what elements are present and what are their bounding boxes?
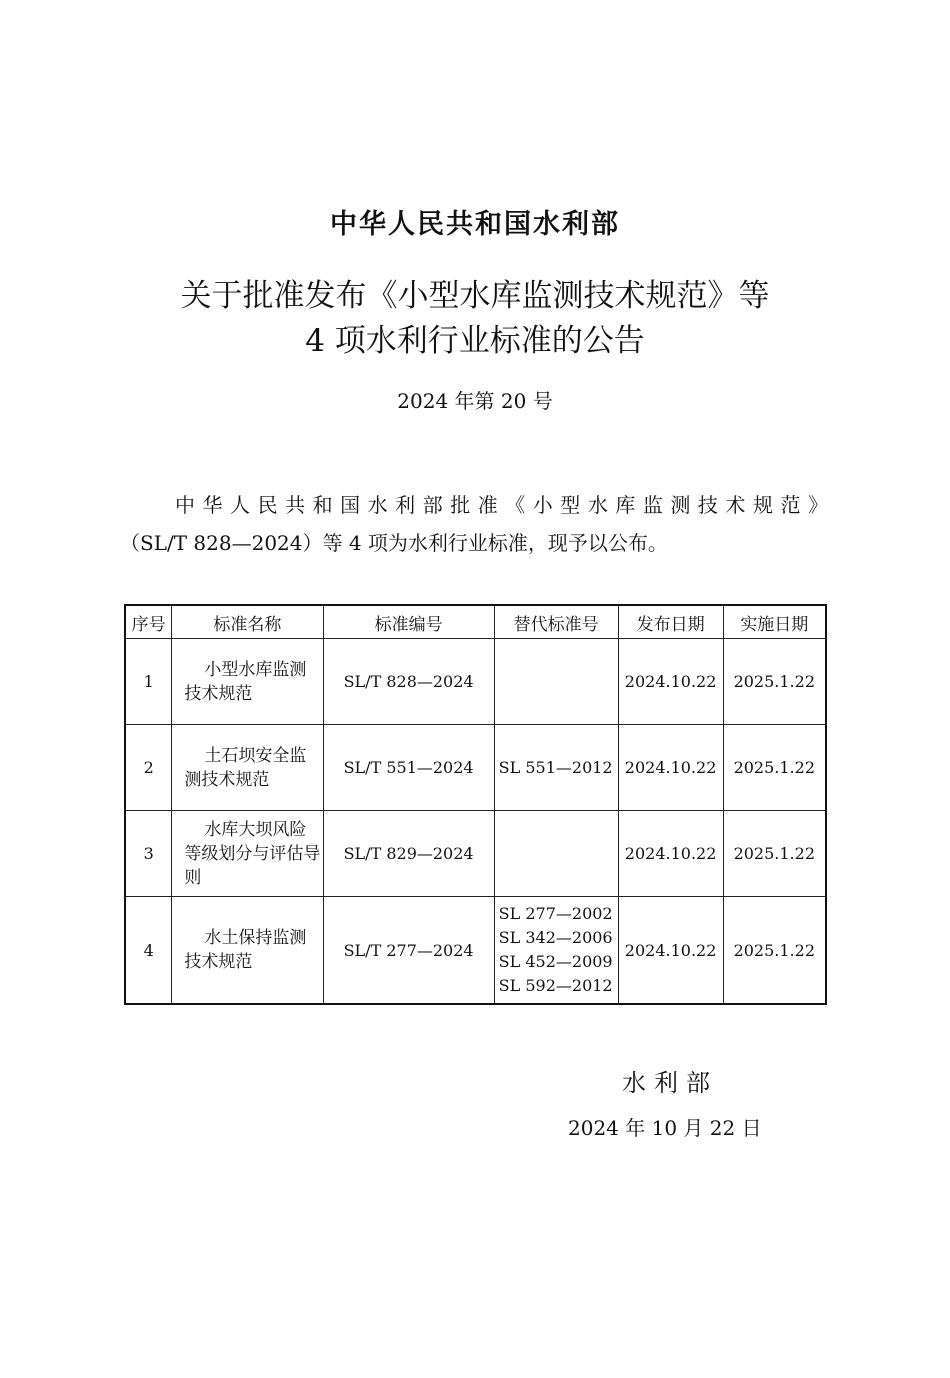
replaced-standard: SL 452—2009 <box>498 952 613 971</box>
standard-name <box>172 811 323 897</box>
row-number: 2 <box>125 725 172 811</box>
table-header-row <box>125 605 826 639</box>
standard-name <box>172 725 323 811</box>
title-line-1: 关于批准发布《小型水库监测技术规范》等 <box>180 278 770 314</box>
replaced-standards <box>494 811 618 897</box>
row-number: 4 <box>125 897 172 1005</box>
replaced-standards <box>494 897 618 1005</box>
row-number: 1 <box>125 639 172 725</box>
replaced-standard: SL 551—2012 <box>498 757 613 777</box>
replaced-standard: SL 277—2002 <box>498 904 613 923</box>
replaced-standards <box>494 725 618 811</box>
column-header: 发布日期 <box>618 605 723 639</box>
row-number: 3 <box>125 811 172 897</box>
standard-name-text: 土石坝安全监测技术规范 <box>184 745 307 790</box>
table-row <box>125 897 826 1005</box>
body-line-1: 中华人民共和国水利部批准《小型水库监测技术规范》 <box>175 493 828 517</box>
effective-date: 2025.1.22 <box>723 725 826 811</box>
replaced-standard: SL 592—2012 <box>498 976 613 995</box>
signature-date: 2024 年 10 月 22 日 <box>568 1116 762 1140</box>
body-line-2: （SL/T 828—2024）等 4 项为水利行业标准，现予以公布。 <box>120 531 668 555</box>
table-row <box>125 725 826 811</box>
standard-code: SL/T 828—2024 <box>323 639 494 725</box>
effective-date: 2025.1.22 <box>723 897 826 1005</box>
column-header: 序号 <box>125 605 172 639</box>
effective-date: 2025.1.22 <box>723 639 826 725</box>
column-header: 实施日期 <box>723 605 826 639</box>
column-header: 替代标准号 <box>494 605 618 639</box>
announcement-number: 2024 年第 20 号 <box>397 389 553 413</box>
publish-date: 2024.10.22 <box>618 725 723 811</box>
publish-date: 2024.10.22 <box>618 811 723 897</box>
effective-date: 2025.1.22 <box>723 811 826 897</box>
standard-name-text: 小型水库监测技术规范 <box>184 659 307 704</box>
standard-name-text: 水库大坝风险等级划分与评估导则 <box>184 819 321 888</box>
standard-code: SL/T 277—2024 <box>323 897 494 1005</box>
title-line-2: 4 项水利行业标准的公告 <box>305 323 645 359</box>
replaced-standards <box>494 639 618 725</box>
publish-date: 2024.10.22 <box>618 639 723 725</box>
table-row <box>125 639 826 725</box>
standards-table <box>124 604 827 1005</box>
standard-name-text: 水土保持监测技术规范 <box>184 928 307 972</box>
standard-name <box>172 639 323 725</box>
column-header: 标准名称 <box>172 605 323 639</box>
standard-code: SL/T 551—2024 <box>323 725 494 811</box>
replaced-standard: SL 342—2006 <box>498 928 613 947</box>
table-row <box>125 811 826 897</box>
standard-name <box>172 897 323 1005</box>
standard-code: SL/T 829—2024 <box>323 811 494 897</box>
signature: 水利部 <box>622 1069 718 1097</box>
column-header: 标准编号 <box>323 605 494 639</box>
publish-date: 2024.10.22 <box>618 897 723 1005</box>
issuer-heading: 中华人民共和国水利部 <box>330 209 620 240</box>
